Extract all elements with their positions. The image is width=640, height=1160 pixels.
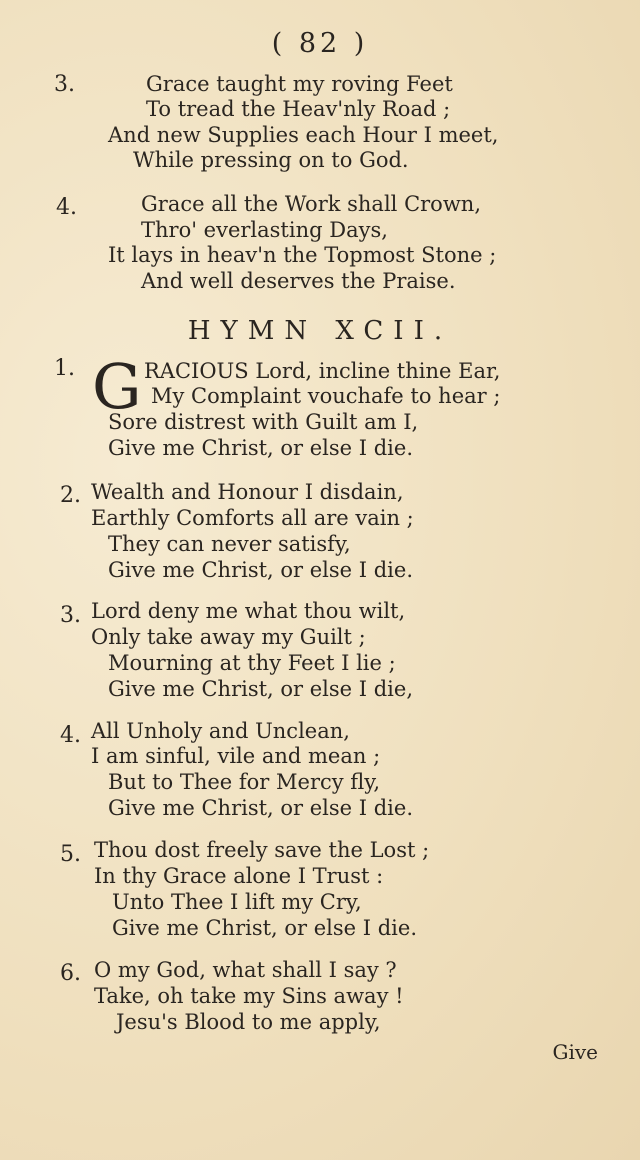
verse-line: Jesu's Blood to me apply, bbox=[116, 1010, 381, 1034]
stanza-number: 6. bbox=[60, 961, 81, 986]
verse-line: Give me Christ, or else I die. bbox=[108, 796, 414, 820]
verse-line: Wealth and Honour I disdain, bbox=[91, 480, 404, 504]
verse-line: It lays in heav'n the Topmost Stone ; bbox=[108, 243, 497, 267]
verse-line: I am sinful, vile and mean ; bbox=[91, 744, 381, 768]
page-number: ( 82 ) bbox=[271, 28, 369, 59]
verse-line: Thro' everlasting Days, bbox=[141, 218, 388, 242]
stanza-number: 5. bbox=[60, 842, 81, 867]
verse-line: Earthly Comforts all are vain ; bbox=[91, 506, 414, 530]
verse-line: Lord deny me what thou wilt, bbox=[91, 599, 406, 623]
hymn-title: HYMN XCII. bbox=[187, 316, 453, 346]
verse-line: Give me Christ, or else I die. bbox=[108, 558, 414, 582]
verse-line: Give me Christ, or else I die, bbox=[108, 677, 414, 701]
stanza-number: 3. bbox=[60, 603, 81, 628]
verse-line: And well deserves the Praise. bbox=[141, 269, 456, 293]
verse-line: And new Supplies each Hour I meet, bbox=[108, 123, 499, 147]
verse-line: But to Thee for Mercy fly, bbox=[108, 770, 381, 794]
stanza-number: 4. bbox=[60, 723, 81, 748]
verse-line: RACIOUS Lord, incline thine Ear, bbox=[144, 359, 501, 383]
verse-line: They can never satisfy, bbox=[108, 532, 351, 556]
verse-line: Sore distrest with Guilt am I, bbox=[108, 410, 419, 434]
verse-line: Grace all the Work shall Crown, bbox=[141, 192, 481, 216]
verse-line: To tread the Heav'nly Road ; bbox=[146, 97, 451, 121]
verse-line: Give me Christ, or else I die. bbox=[108, 436, 414, 460]
stanza-number: 3. bbox=[54, 72, 75, 97]
catchword: Give bbox=[552, 1040, 598, 1064]
stanza-number: 1. bbox=[54, 356, 75, 381]
verse-line: Take, oh take my Sins away ! bbox=[94, 984, 404, 1008]
stanza-number: 4. bbox=[56, 195, 77, 220]
verse-line: My Complaint vouchafe to hear ; bbox=[151, 384, 501, 408]
verse-line: All Unholy and Unclean, bbox=[91, 719, 350, 743]
verse-line: Only take away my Guilt ; bbox=[91, 625, 366, 649]
verse-line: Give me Christ, or else I die. bbox=[112, 916, 418, 940]
verse-line: Grace taught my roving Feet bbox=[146, 72, 453, 96]
verse-line: Unto Thee I lift my Cry, bbox=[112, 890, 362, 914]
verse-line: O my God, what shall I say ? bbox=[94, 958, 397, 982]
verse-line: Mourning at thy Feet I lie ; bbox=[108, 651, 396, 675]
stanza-number: 2. bbox=[60, 483, 81, 508]
verse-line: Thou dost freely save the Lost ; bbox=[94, 838, 430, 862]
verse-line: While pressing on to God. bbox=[133, 148, 409, 172]
drop-cap: G bbox=[92, 350, 142, 423]
verse-line: In thy Grace alone I Trust : bbox=[94, 864, 384, 888]
